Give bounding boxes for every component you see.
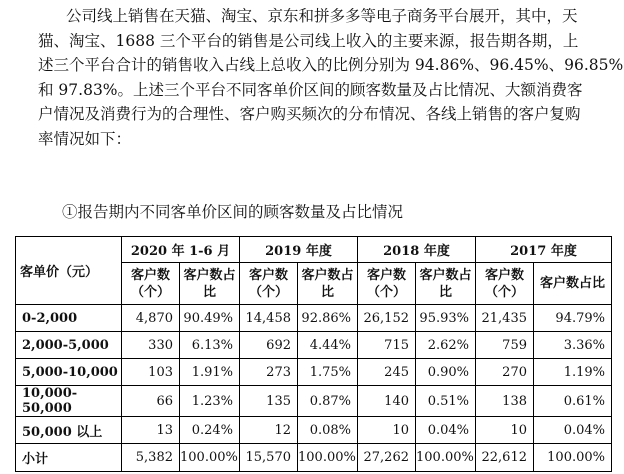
paragraph-line: 猫、淘宝、1688 三个平台的销售是公司线上收入的主要来源，报告期各期，上	[38, 31, 579, 50]
customer-share-cell: 1.23%	[180, 386, 240, 417]
customer-share-cell: 1.19%	[534, 359, 612, 386]
table-row	[16, 359, 612, 386]
count-header: 客户数（个）	[476, 263, 534, 305]
customer-share-cell: 0.90%	[416, 359, 476, 386]
share-header: 客户数占比	[298, 263, 358, 305]
customer-count-cell: 14,458	[240, 305, 298, 332]
customer-share-cell: 90.49%	[180, 305, 240, 332]
customer-count-cell: 270	[476, 359, 534, 386]
paragraph-line: 和 97.83%。上述三个平台不同客单价区间的顾客数量及占比情况、大额消费客	[38, 80, 583, 99]
customer-share-cell: 3.36%	[534, 332, 612, 359]
body-paragraph	[38, 4, 624, 151]
share-header: 客户数占比	[180, 263, 240, 305]
table-row	[16, 305, 612, 332]
customer-count-cell: 330	[122, 332, 180, 359]
range-cell: 小计	[16, 444, 122, 472]
range-cell: 2,000-5,000	[16, 332, 122, 359]
paragraph-line: 公司线上销售在天猫、淘宝、京东和拼多多等电子商务平台展开，其中，天	[66, 7, 578, 25]
table-header-row	[16, 237, 612, 263]
customer-count-cell: 138	[476, 386, 534, 417]
customer-share-cell: 92.86%	[298, 305, 358, 332]
customer-share-cell: 95.93%	[416, 305, 476, 332]
customer-count-cell: 10	[358, 417, 416, 444]
share-header: 客户数占比	[534, 263, 612, 305]
count-header: 客户数（个）	[240, 263, 298, 305]
period-header: 2018 年度	[358, 237, 476, 263]
range-cell: 10,000-50,000	[16, 386, 122, 417]
customer-count-cell: 13	[122, 417, 180, 444]
customer-share-cell: 100.00%	[416, 444, 476, 472]
customer-count-cell: 273	[240, 359, 298, 386]
customer-count-cell: 5,382	[122, 444, 180, 472]
period-header: 2019 年度	[240, 237, 358, 263]
customer-share-cell: 0.51%	[416, 386, 476, 417]
customer-count-cell: 26,152	[358, 305, 416, 332]
customer-count-cell: 103	[122, 359, 180, 386]
section-subheading: ①报告期内不同客单价区间的顾客数量及占比情况	[62, 203, 404, 221]
corner-header: 客单价（元）	[16, 237, 122, 305]
customer-count-cell: 759	[476, 332, 534, 359]
customer-share-cell: 4.44%	[298, 332, 358, 359]
paragraph-line: 述三个平台合计的销售收入占线上总收入的比例分别为 94.86%、96.45%、96.85%	[38, 56, 624, 74]
customer-share-cell: 0.61%	[534, 386, 612, 417]
table-row	[16, 444, 612, 472]
customer-share-cell: 6.13%	[180, 332, 240, 359]
customer-share-cell: 2.62%	[416, 332, 476, 359]
customer-share-cell: 0.04%	[416, 417, 476, 444]
customer-share-cell: 0.04%	[534, 417, 612, 444]
count-header: 客户数（个）	[358, 263, 416, 305]
range-cell: 50,000 以上	[16, 417, 122, 444]
customer-count-cell: 140	[358, 386, 416, 417]
customer-share-cell: 100.00%	[298, 444, 358, 472]
customer-count-cell: 4,870	[122, 305, 180, 332]
paragraph-line: 率情况如下：	[38, 129, 132, 148]
table-row	[16, 332, 612, 359]
range-cell: 0-2,000	[16, 305, 122, 332]
customer-share-cell: 1.75%	[298, 359, 358, 386]
customer-count-cell: 27,262	[358, 444, 416, 472]
customer-count-cell: 22,612	[476, 444, 534, 472]
share-header: 客户数占比	[416, 263, 476, 305]
customer-share-cell: 100.00%	[534, 444, 612, 472]
customer-count-cell: 245	[358, 359, 416, 386]
count-header: 客户数（个）	[122, 263, 180, 305]
period-header: 2017 年度	[476, 237, 612, 263]
customer-distribution-table	[15, 236, 612, 472]
period-header: 2020 年 1-6 月	[122, 237, 240, 263]
customer-count-cell: 135	[240, 386, 298, 417]
customer-share-cell: 100.00%	[180, 444, 240, 472]
range-cell: 5,000-10,000	[16, 359, 122, 386]
table-row	[16, 386, 612, 417]
customer-share-cell: 1.91%	[180, 359, 240, 386]
customer-count-cell: 12	[240, 417, 298, 444]
customer-count-cell: 692	[240, 332, 298, 359]
paragraph-line: 户情况及消费行为的合理性、客户购买频次的分布情况、各线上销售的客户复购	[38, 105, 581, 123]
customer-count-cell: 715	[358, 332, 416, 359]
customer-share-cell: 0.08%	[298, 417, 358, 444]
customer-count-cell: 21,435	[476, 305, 534, 332]
customer-share-cell: 0.24%	[180, 417, 240, 444]
customer-share-cell: 0.87%	[298, 386, 358, 417]
customer-count-cell: 10	[476, 417, 534, 444]
customer-count-cell: 66	[122, 386, 180, 417]
customer-share-cell: 94.79%	[534, 305, 612, 332]
table-row	[16, 417, 612, 444]
customer-count-cell: 15,570	[240, 444, 298, 472]
